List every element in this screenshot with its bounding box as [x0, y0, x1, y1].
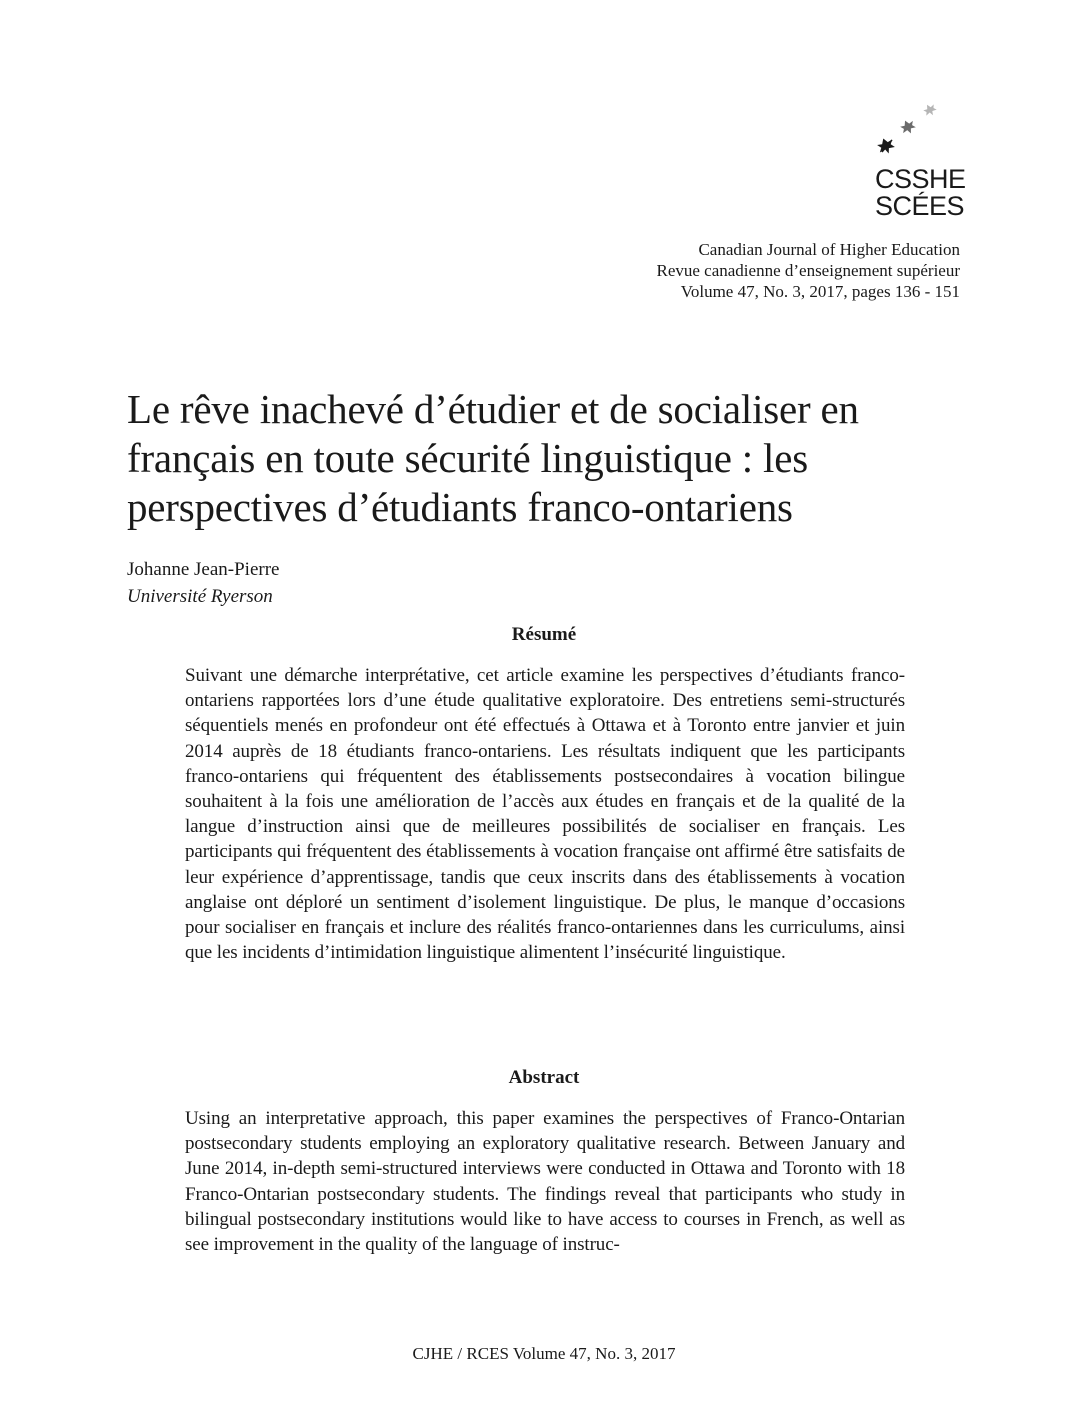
page-footer: CJHE / RCES Volume 47, No. 3, 2017 [412, 1344, 676, 1363]
resume-heading: Résumé [511, 624, 577, 645]
leaf-light [922, 102, 938, 118]
author-block [127, 556, 279, 610]
logo-line-1: CSSHE [875, 164, 966, 194]
journal-issue: Volume 47, No. 3, 2017, pages 136 - 151 [680, 282, 960, 301]
author-name: Johanne Jean-Pierre [127, 559, 280, 580]
logo-line-2: SCÉES [875, 191, 965, 221]
journal-name-fr: Revue canadienne d’enseignement supérieur [656, 261, 960, 280]
journal-name-en: Canadian Journal of Higher Education [698, 240, 960, 259]
logo-wordmark [875, 166, 966, 220]
leaf-mid [899, 118, 918, 137]
leaf-dark [876, 136, 897, 157]
abstract-heading: Abstract [508, 1067, 580, 1088]
csshe-logo [872, 100, 966, 225]
journal-info [656, 239, 960, 302]
resume-text: Suivant une démarche interprétative, cet article examine les perspectives d’étudiants franco-ontariens rapportées lors d’une étude qualitative exploratoire. Des entretiens semi-structurés séquentiels menés en profondeur ont été effectués à Ottawa et à Toronto entre janvier et juin 2014 auprès de 18 étudiants franco-ontariens. Les résultats indiquent que les participants franco-ontariens qui fréquentent des établissements postsecondaires à vocation bilingue souhaitent à la fois une amélioration de l’accès aux études en français et de la qualité de la langue d’instruction ainsi que de meilleures possibilités de socialiser en français. Les participants qui fréquentent des établissements à vocation française ont affirmé être satisfaits de leur expérience d’apprentissage, tandis que ceux inscrits dans des établissements à vocation anglaise ont déploré un sentiment d’isolement linguistique. De plus, le manque d’occasions pour socialiser en français et inclure des réalités franco-ontariennes dans les curriculums, ainsi que les incidents d’intimidation linguistique alimentent l’insécurité linguistique. [185, 665, 905, 964]
article-title: Le rêve inachevé d’étudier et de socialiser en français en toute sécurité linguistique : les perspectives d’étudiants franco-ontariens [127, 386, 859, 530]
author-affiliation: Université Ryerson [127, 586, 273, 607]
abstract-text: Using an interpretative approach, this paper examines the perspectives of Franco-Ontarian postsecondary students employing an exploratory qualitative research. Between January and June 2014, in-depth semi-structured interviews were conducted in Ottawa and Toronto with 18 Franco-Ontarian postsecondary students. The findings reveal that participants who study in bilingual postsecondary institutions would like to have access to courses in French, as well as see improvement in the quality of the language of instruc- [185, 1108, 905, 1256]
maple-leaves-icon [872, 100, 962, 160]
